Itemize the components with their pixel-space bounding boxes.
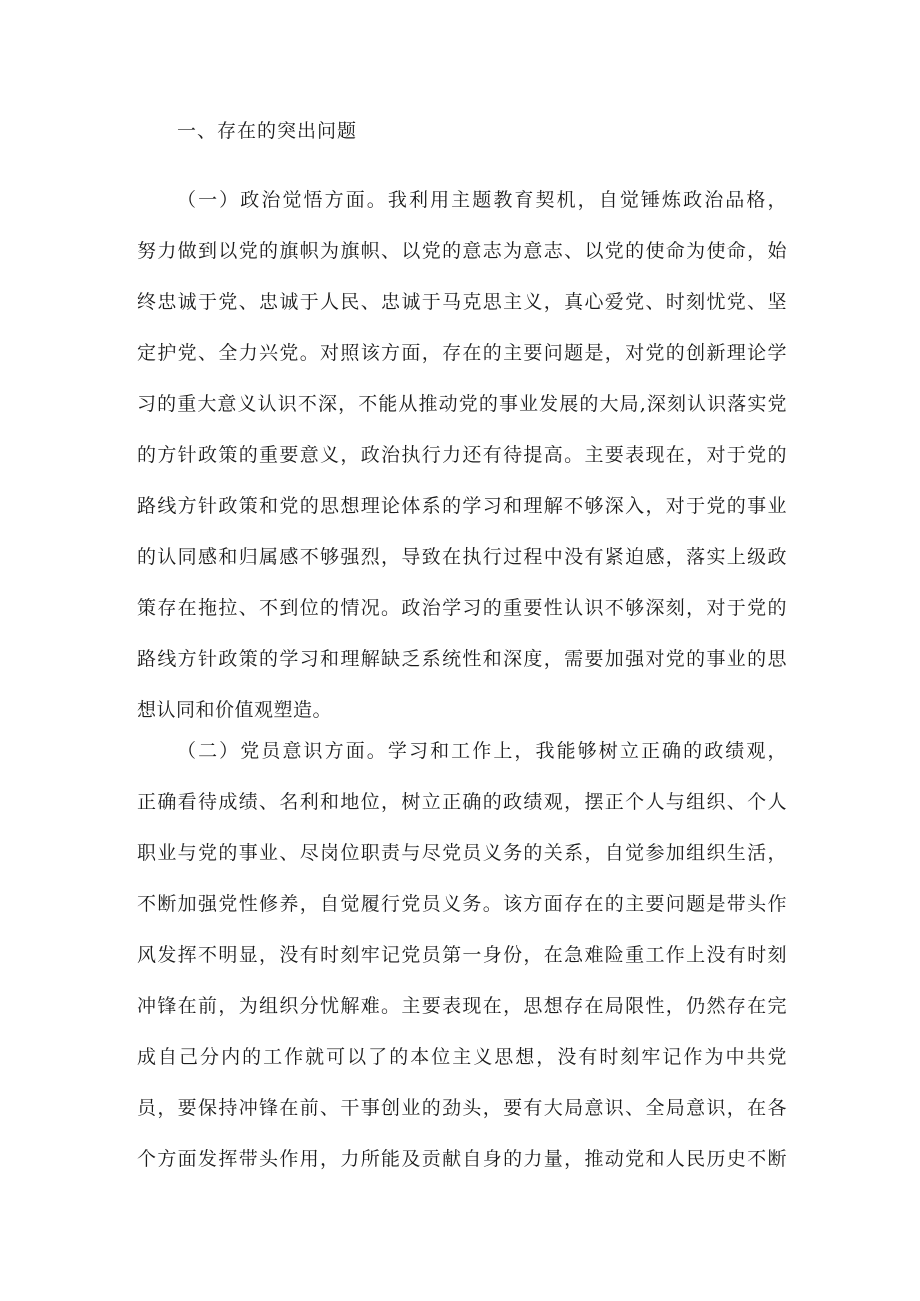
text-line: 不断加强党性修养，自觉履行党员义务。该方面存在的主要问题是带头作 (137, 893, 787, 915)
text-line: 路线方针政策的学习和理解缺乏系统性和深度，需要加强对党的事业的思 (137, 648, 787, 670)
text-line: 正确看待成绩、名利和地位，树立正确的政绩观，摆正个人与组织、个人 (137, 791, 787, 813)
text-line: 员，要保持冲锋在前、干事创业的劲头，要有大局意识、全局意识，在各 (137, 1097, 787, 1119)
text-line: 风发挥不明显，没有时刻牢记党员第一身份，在急难险重工作上没有时刻 (137, 944, 787, 966)
text-line: 努力做到以党的旗帜为旗帜、以党的意志为意志、以党的使命为使命，始 (137, 240, 787, 262)
text-line: （一）政治觉悟方面。我利用主题教育契机，自觉锤炼政治品格， (177, 189, 787, 211)
text-line: 职业与党的事业、尽岗位职责与尽党员义务的关系，自觉参加组织生活， (137, 842, 787, 864)
text-line: 的方针政策的重要意义，政治执行力还有待提高。主要表现在，对于党的 (137, 444, 787, 466)
text-line: 成自己分内的工作就可以了的本位主义思想，没有时刻牢记作为中共党 (137, 1046, 787, 1068)
text-line: 想认同和价值观塑造。 (137, 699, 333, 721)
text-line: 终忠诚于党、忠诚于人民、忠诚于马克思主义，真心爱党、时刻忧党、坚 (137, 291, 787, 313)
text-line: 路线方针政策和党的思想理论体系的学习和理解不够深入，对于党的事业 (137, 495, 787, 517)
paragraph-party-member-awareness (137, 733, 787, 1192)
text-line: 策存在拖拉、不到位的情况。政治学习的重要性认识不够深刻，对于党的 (137, 597, 787, 619)
text-line: （二）党员意识方面。学习和工作上，我能够树立正确的政绩观， (177, 740, 787, 762)
text-line: 个方面发挥带头作用，力所能及贡献自身的力量，推动党和人民历史不断 (137, 1148, 787, 1170)
text-line: 定护党、全力兴党。对照该方面，存在的主要问题是，对党的创新理论学 (137, 342, 787, 364)
text-line: 冲锋在前，为组织分忧解难。主要表现在，思想存在局限性，仍然存在完 (137, 995, 787, 1017)
paragraph-political-awareness (137, 182, 787, 743)
text-line: 的认同感和归属感不够强烈，导致在执行过程中没有紧迫感，落实上级政 (137, 546, 787, 568)
text-line: 习的重大意义认识不深，不能从推动党的事业发展的大局,深刻认识落实党 (137, 393, 787, 415)
section-heading: 一、存在的突出问题 (177, 120, 358, 142)
